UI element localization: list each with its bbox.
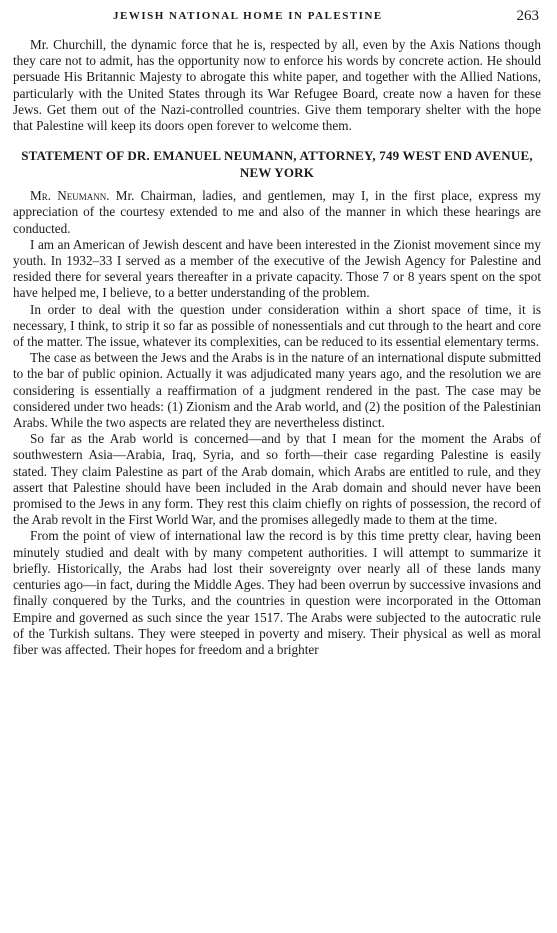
paragraph-background: I am an American of Jewish descent and have been interested in the Zionist movement since my youth. In 1932–33 I served as a member of the executive of the Jewish Agency for Palestine and resided there for several years thereafter in a private capacity. Those 7 or 8 years spent on the spot have helped me, I believe, to a better understanding of the problem. bbox=[13, 236, 541, 301]
speaker-name: Mr. Neumann. bbox=[30, 188, 110, 204]
paragraph-approach: In order to deal with the question under consideration within a short space of time, it is necessary, I think, to strip it so far as possible of nonessentials and cut through to the heart and core of the matter. The issue, whatever its complexities, can be reduced to its essential elementary terms. bbox=[13, 301, 541, 350]
paragraph-international-law: From the point of view of international law the record is by this time pretty clear, having been minutely studied and dealt with by many competent authorities. I will attempt to summarize it briefly. Historically, the Arabs had lost their sovereignty over nearly all of these lands many centuries ago—in fact, during the Middle Ages. They had been overrun by successive invasions and finally conquered by the Turks, and the countries in question were incorporated in the Ottoman Empire and governed as such since the year 1517. The Arabs were subjected to the autocratic rule of the Turkish sultans. They were steeped in poverty and misery. Their physical as well as moral fiber was affected. Their hopes for freedom and a brighter bbox=[13, 528, 541, 657]
running-title: JEWISH NATIONAL HOME IN PALESTINE bbox=[113, 10, 383, 22]
paragraph-international-dispute: The case as between the Jews and the Arabs is in the nature of an international dispute submitted to the bar of public opinion. Actually it was adjudicated many years ago, and the resolution we are considering is essentially a reaffirmation of a judgment rendered in the past. The case may be considered under two heads: (1) Zionism and the Arab world, and (2) the position of the Palestinian Arabs. While the two aspects are related they are nevertheless distinct. bbox=[13, 350, 541, 431]
running-head bbox=[13, 8, 541, 30]
paragraph-churchill: Mr. Churchill, the dynamic force that he is, respected by all, even by the Axis Nations though they care not to admit, has the opportunity now to enforce his words by concrete action. He should persuade His Britannic Majesty to abrogate this white paper, and together with the Allied Nations, particularly with the United States through its War Refugee Board, create now a haven for these Jews. Get them out of the Nazi-controlled countries. Give them temporary shelter with the hope that Palestine will keep its doors open forever to welcome them. bbox=[13, 37, 541, 134]
page-number: 263 bbox=[516, 8, 539, 24]
paragraph-neumann-opening bbox=[13, 188, 541, 237]
statement-heading: STATEMENT OF DR. EMANUEL NEUMANN, ATTORNEY, 749 WEST END AVENUE, NEW YORK bbox=[21, 148, 533, 180]
speaker-opening-text: Mr. Chairman, ladies, and gentlemen, may I, in the first place, express my appreciation of the courtesy extended to me and also of the manner in which these hearings are conducted. bbox=[13, 188, 541, 236]
paragraph-arab-world: So far as the Arab world is concerned—and by that I mean for the moment the Arabs of southwestern Asia—Arabia, Iraq, Syria, and so forth—their case regarding Palestine is easily stated. They claim Palestine as part of the Arab domain, which Arabs are entitled to rule, and they assert that Palestine should have been included in the Arab domain and should never have been promised to the Jews in any form. They rest this claim chiefly on rights of possession, the record of the Arab revolt in the First World War, and the promises allegedly made to them at the time. bbox=[13, 431, 541, 528]
